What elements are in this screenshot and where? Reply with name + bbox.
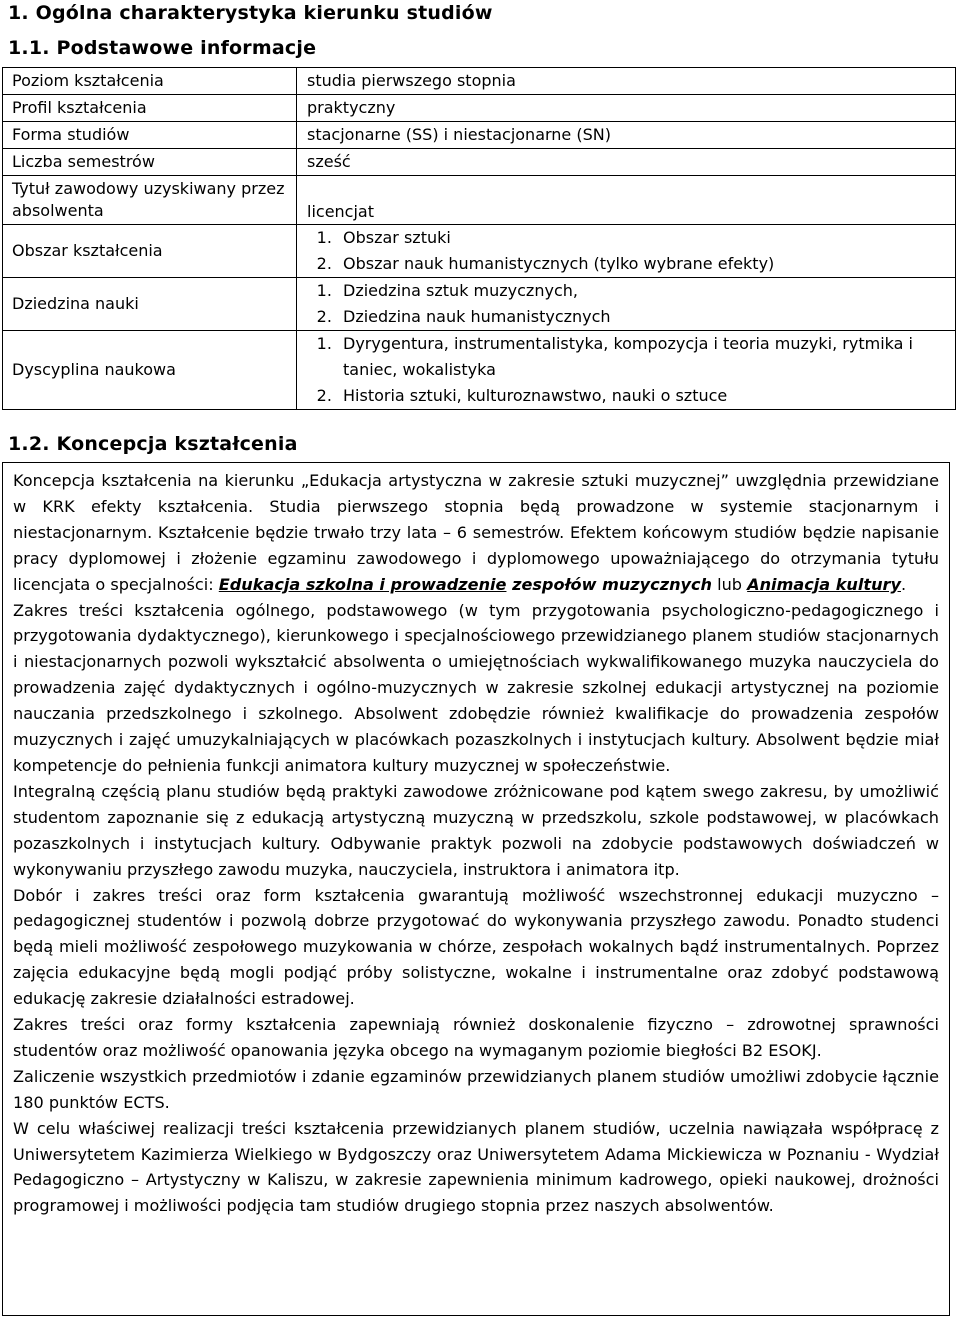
conjunction: lub [712,574,748,594]
row-label: Obszar kształcenia [3,225,297,278]
period: . [900,574,907,594]
row-label: Dyscyplina naukowa [3,331,297,410]
section-heading-1-2: 1.2. Koncepcja kształcenia [8,433,298,455]
section-heading-1-1: 1.1. Podstawowe informacje [8,37,317,59]
row-value: licencjat [297,176,956,225]
table-row [3,95,956,122]
table-row [3,149,956,176]
table-row [3,331,956,410]
row-value: praktyczny [297,95,956,122]
row-value: stacjonarne (SS) i niestacjonarne (SN) [297,122,956,149]
paragraph-text: Koncepcja kształcenia na kierunku „Edukacja artystyczna w zakresie sztuki muzycznej” uwzględnia przewidziane w KRK efekty kształcenia. Studia pierwszego stopnia będą prowadzone w systemie stacjonarnym i niestacjonarnym. Kształcenie będzie trwało trzy lata – 6 semestrów. Efektem końcowym studiów będzie napisanie pracy dyplomowej i złożenie egzaminu zawodowego i dyplomowego upoważniającego do otrzymania tytułu licencjata o specjalności: [13,471,939,594]
row-value: sześć [297,149,956,176]
table-row [3,278,956,331]
paragraph: Dobór i zakres treści oraz form kształcenia gwarantują możliwość wszechstronnej edukacji muzyczno – pedagogicznej studentów i pozwolą dobrze przygotować do wykonywania przyszłego zawodu. Ponadto studenci będą mieli możliwość zespołowego muzykowania w chórze, zespołach wokalnych bądź instrumentalnych. Poprzez zajęcia edukacyjne będą mogli podjąć próby solistyczne, wokalne i instrumentalne oraz zdobyć podstawową edukację zakresie działalności estradowej. [13,885,939,1009]
specialization-1: Edukacja szkolna i prowadzenie [218,574,507,594]
paragraph: Zaliczenie wszystkich przedmiotów i zdanie egzaminów przewidzianych planem studiów umożliwi zdobycie łącznie 180 punktów ECTS. [13,1066,939,1112]
row-value [297,225,956,278]
row-label: Profil kształcenia [3,95,297,122]
table-row [3,176,956,225]
concept-text-box [2,462,950,1316]
list-item: 1. Obszar sztuki [337,225,955,251]
list-item: 2. Dziedzina nauk humanistycznych [337,304,955,330]
row-label: Poziom kształcenia [3,68,297,95]
basic-info-table [2,67,956,410]
row-value: studia pierwszego stopnia [297,68,956,95]
list-item: 1. Dyrygentura, instrumentalistyka, kompozycja i teoria muzyki, rytmika i taniec, wokalistyka [337,331,955,383]
list-item: 1. Dziedzina sztuk muzycznych, [337,278,955,304]
list-item: 2. Obszar nauk humanistycznych (tylko wybrane efekty) [337,251,955,277]
table-row [3,68,956,95]
specialization-1-cont: zespołów muzycznych [506,574,713,594]
row-value [297,331,956,410]
row-label: Liczba semestrów [3,149,297,176]
specialization-2: Animacja kultury [747,574,901,594]
paragraph: Zakres treści oraz formy kształcenia zapewniają również doskonalenie fizyczno – zdrowotnej sprawności studentów oraz możliwość opanowania języka obcego na wymaganym poziomie biegłości B2 ESOKJ. [13,1015,939,1060]
paragraph [13,468,939,598]
row-label: Dziedzina nauki [3,278,297,331]
paragraph: W celu właściwej realizacji treści kształcenia przewidzianych planem studiów, uczelnia nawiązała współpracę z Uniwersytetem Kazimierza Wielkiego w Bydgoszczy oraz Uniwersytetem Adama Mickiewicza w Poznaniu - Wydział Pedagogiczno – Artystyczny w Kaliszu, w zakresie zapewnienia minimum kadrowego, opieki naukowej, drożności programowej i możliwości podjęcia tam studiów drugiego stopnia przez naszych absolwentów. [13,1118,939,1216]
paragraph: Zakres treści kształcenia ogólnego, podstawowego (w tym przygotowania psychologiczno-pedagogicznego i przygotowania dydaktycznego), kierunkowego i specjalnościowego przewidzianego planem studiów stacjonarnych i niestacjonarnych pozwoli wykształcić absolwenta o umiejętnościach wykwalifikowanego muzyka nauczyciela do prowadzenia zajęć dydaktycznych i ogólno-muzycznych w zakresie szkolnej edukacji artystycznej na poziomie nauczania przedszkolnego i szkolnego. Absolwent zdobędzie również kwalifikacje do prowadzenia zespołów muzycznych i zajęć umuzykalniających w placówkach pozaszkolnych i instytucjach kultury. Absolwent będzie miał kompetencje do pełnienia funkcji animatora kultury muzycznej w społeczeństwie. [13,600,939,775]
table-row [3,225,956,278]
row-value [297,278,956,331]
section-heading-1: 1. Ogólna charakterystyka kierunku studiów [8,2,493,24]
paragraph: Integralną częścią planu studiów będą praktyki zawodowe zróżnicowane pod kątem swego zakresu, by umożliwić studentom zapoznanie się z edukacją artystyczną muzyczną w przedszkolu, szkole podstawowej, w placówkach pozaszkolnych i instytucjach kultury. Odbywanie praktyk pozwoli na zdobycie podstawowych doświadczeń w wykonywaniu przyszłego zawodu muzyka, nauczyciela, instruktora i animatora itp. [13,781,939,879]
row-label: Forma studiów [3,122,297,149]
list-item: 2. Historia sztuki, kulturoznawstwo, nauki o sztuce [337,383,955,409]
row-label: Tytuł zawodowy uzyskiwany przez absolwenta [3,176,297,225]
table-row [3,122,956,149]
